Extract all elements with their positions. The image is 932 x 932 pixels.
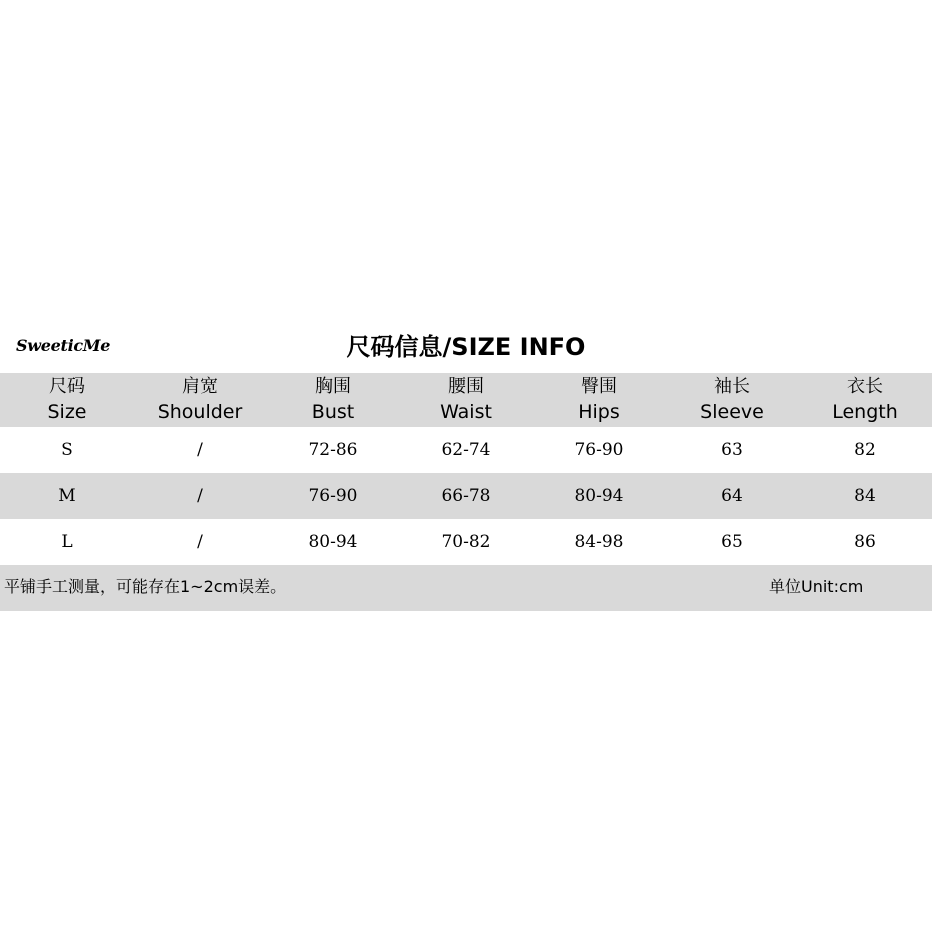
header-hips [529,373,669,427]
cell-size: L [61,532,73,552]
cell-hips: 76-90 [574,440,624,460]
cell-bust: 72-86 [308,440,358,460]
header-hips-zh: 臀围 [581,376,617,397]
cell-size: M [58,486,76,506]
table-header-row [0,373,932,427]
brand-logo: SweeticMe [16,336,111,355]
table-row-l [0,519,932,565]
measurement-note: 平铺手工测量，可能存在1~2cm误差。 [4,577,287,596]
header-bust-en: Bust [311,401,355,423]
cell-shoulder: / [197,532,203,552]
table-row-s [0,427,932,473]
cell-waist: 66-78 [441,486,491,506]
cell-length: 86 [854,532,876,552]
cell-length: 84 [854,486,876,506]
header-length-zh: 衣长 [847,376,883,397]
header-size-zh: 尺码 [49,376,85,397]
page-title: 尺码信息/SIZE INFO [346,333,586,361]
cell-hips: 80-94 [574,486,624,506]
cell-sleeve: 63 [721,440,743,460]
size-table [0,373,932,565]
cell-sleeve: 64 [721,486,743,506]
header-shoulder-zh: 肩宽 [182,376,218,397]
header-hips-en: Hips [578,401,620,423]
header-size-en: Size [47,401,87,423]
footer-bar [0,565,932,611]
header-waist [396,373,536,427]
header-size [0,373,137,427]
header-length [795,373,932,427]
cell-length: 82 [854,440,876,460]
cell-sleeve: 65 [721,532,743,552]
cell-waist: 62-74 [441,440,491,460]
header-waist-en: Waist [440,401,492,423]
cell-size: S [61,440,73,460]
header-sleeve [662,373,802,427]
cell-waist: 70-82 [441,532,491,552]
header-bust [263,373,403,427]
table-row-m [0,473,932,519]
cell-shoulder: / [197,440,203,460]
header-sleeve-zh: 袖长 [714,376,750,397]
header-waist-zh: 腰围 [448,376,484,397]
cell-hips: 84-98 [574,532,624,552]
header-bust-zh: 胸围 [315,376,351,397]
header-sleeve-en: Sleeve [700,401,764,423]
header-shoulder [130,373,270,427]
cell-shoulder: / [197,486,203,506]
unit-label: 单位Unit:cm [769,577,864,596]
cell-bust: 80-94 [308,532,358,552]
cell-bust: 76-90 [308,486,358,506]
header-length-en: Length [832,401,898,423]
header-shoulder-en: Shoulder [157,401,243,423]
